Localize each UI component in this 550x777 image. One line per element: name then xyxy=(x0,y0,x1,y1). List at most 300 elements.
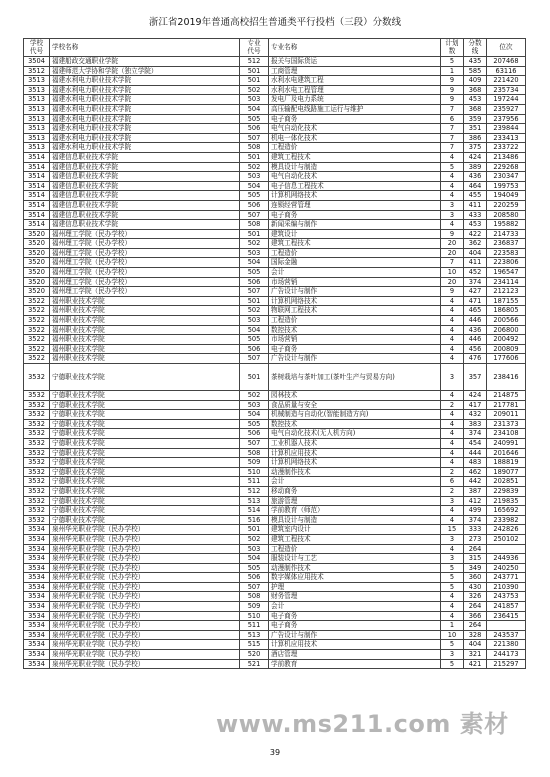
major-code-cell: 502 xyxy=(240,306,269,316)
rank-cell: 208580 xyxy=(487,210,526,220)
score-line-cell: 386 xyxy=(464,133,487,143)
major-code-cell: 501 xyxy=(240,296,269,306)
school-code-cell: 3520 xyxy=(24,258,50,268)
school-code-cell: 3513 xyxy=(24,143,50,153)
plan-count-cell: 4 xyxy=(441,172,464,182)
table-row xyxy=(24,152,526,162)
major-code-cell: 506 xyxy=(240,344,269,354)
major-name-cell: 园林技术 xyxy=(269,391,441,401)
score-line-cell: 411 xyxy=(464,258,487,268)
major-name-cell: 电气自动化技术(无人机方向) xyxy=(269,429,441,439)
school-name-cell: 宁德职业技术学院 xyxy=(50,467,240,477)
school-code-cell: 3514 xyxy=(24,162,50,172)
major-name-cell: 电子商务 xyxy=(269,344,441,354)
watermark: www.ms211.com 素材 xyxy=(216,710,509,738)
rank-cell: 234108 xyxy=(487,429,526,439)
school-name-cell: 福州理工学院（民办学校） xyxy=(50,248,240,258)
score-line-cell: 417 xyxy=(464,400,487,410)
rank-cell xyxy=(487,544,526,554)
plan-count-cell: 4 xyxy=(441,544,464,554)
school-name-cell: 泉州华光职业学院（民办学校） xyxy=(50,650,240,660)
rank-cell: 165692 xyxy=(487,506,526,516)
major-name-cell: 移动商务 xyxy=(269,486,441,496)
rank-cell: 219835 xyxy=(487,496,526,506)
school-code-cell: 3532 xyxy=(24,506,50,516)
rank-cell: 200492 xyxy=(487,335,526,345)
table-row xyxy=(24,57,526,67)
school-name-cell: 福建船政交通职业学院 xyxy=(50,57,240,67)
school-code-cell: 3534 xyxy=(24,554,50,564)
major-name-cell: 计算机网络技术 xyxy=(269,458,441,468)
school-code-cell: 3513 xyxy=(24,124,50,134)
school-name-cell: 宁德职业技术学院 xyxy=(50,506,240,516)
rank-cell: 223583 xyxy=(487,248,526,258)
school-name-cell: 福建信息职业技术学院 xyxy=(50,172,240,182)
school-name-cell: 福州理工学院（民办学校） xyxy=(50,268,240,278)
school-name-cell: 宁德职业技术学院 xyxy=(50,496,240,506)
table-row xyxy=(24,220,526,230)
table-row xyxy=(24,621,526,631)
major-name-cell: 计算机网络技术 xyxy=(269,191,441,201)
score-line-cell: 359 xyxy=(464,114,487,124)
table-row xyxy=(24,258,526,268)
rank-cell: 214733 xyxy=(487,229,526,239)
plan-count-cell: 7 xyxy=(441,258,464,268)
school-code-cell: 3522 xyxy=(24,306,50,316)
school-name-cell: 福建水利电力职业技术学院 xyxy=(50,76,240,86)
score-line-cell: 422 xyxy=(464,229,487,239)
table-row xyxy=(24,114,526,124)
plan-count-cell: 4 xyxy=(441,220,464,230)
school-name-cell: 宁德职业技术学院 xyxy=(50,438,240,448)
score-line-cell: 321 xyxy=(464,650,487,660)
school-code-cell: 3520 xyxy=(24,268,50,278)
plan-count-cell: 4 xyxy=(441,306,464,316)
school-name-cell: 泉州华光职业学院（民办学校） xyxy=(50,554,240,564)
school-name-cell: 福建信息职业技术学院 xyxy=(50,210,240,220)
school-code-cell: 3532 xyxy=(24,391,50,401)
major-code-cell: 508 xyxy=(240,220,269,230)
table-row xyxy=(24,640,526,650)
rank-cell: 243771 xyxy=(487,573,526,583)
plan-count-cell: 4 xyxy=(441,191,464,201)
school-name-cell: 福州理工学院（民办学校） xyxy=(50,277,240,287)
plan-count-cell: 7 xyxy=(441,143,464,153)
major-code-cell: 508 xyxy=(240,592,269,602)
score-line-cell: 421 xyxy=(464,659,487,669)
plan-count-cell: 4 xyxy=(441,181,464,191)
school-name-cell: 泉州华光职业学院（民办学校） xyxy=(50,659,240,669)
school-name-cell: 宁德职业技术学院 xyxy=(50,448,240,458)
score-line-cell: 351 xyxy=(464,124,487,134)
major-code-cell: 501 xyxy=(240,525,269,535)
score-line-cell: 471 xyxy=(464,296,487,306)
score-line-cell: 368 xyxy=(464,104,487,114)
header-major-code: 专业 代号 xyxy=(240,39,269,57)
score-line-cell: 374 xyxy=(464,515,487,525)
major-code-cell: 504 xyxy=(240,554,269,564)
major-code-cell: 502 xyxy=(240,391,269,401)
header-score: 分数 线 xyxy=(464,39,487,57)
plan-count-cell: 4 xyxy=(441,152,464,162)
plan-count-cell: 4 xyxy=(441,325,464,335)
rank-cell: 206800 xyxy=(487,325,526,335)
plan-count-cell: 15 xyxy=(441,525,464,535)
major-code-cell: 520 xyxy=(240,650,269,660)
major-code-cell: 501 xyxy=(240,76,269,86)
table-row xyxy=(24,239,526,249)
school-name-cell: 宁德职业技术学院 xyxy=(50,364,240,391)
table-row xyxy=(24,448,526,458)
school-name-cell: 宁德职业技术学院 xyxy=(50,400,240,410)
table-row xyxy=(24,181,526,191)
school-name-cell: 泉州华光职业学院（民办学校） xyxy=(50,640,240,650)
score-table xyxy=(23,38,526,669)
table-row xyxy=(24,287,526,297)
major-code-cell: 515 xyxy=(240,640,269,650)
plan-count-cell: 1 xyxy=(441,621,464,631)
score-line-cell: 374 xyxy=(464,429,487,439)
score-line-cell: 362 xyxy=(464,239,487,249)
score-line-cell: 360 xyxy=(464,573,487,583)
major-code-cell: 507 xyxy=(240,582,269,592)
major-code-cell: 503 xyxy=(240,248,269,258)
school-name-cell: 宁德职业技术学院 xyxy=(50,477,240,487)
rank-cell: 188819 xyxy=(487,458,526,468)
major-name-cell: 工程造价 xyxy=(269,316,441,326)
plan-count-cell: 4 xyxy=(441,335,464,345)
major-code-cell: 509 xyxy=(240,458,269,468)
plan-count-cell: 4 xyxy=(441,458,464,468)
score-line-cell: 424 xyxy=(464,391,487,401)
school-code-cell: 3532 xyxy=(24,429,50,439)
school-name-cell: 福建信息职业技术学院 xyxy=(50,200,240,210)
score-line-cell: 455 xyxy=(464,191,487,201)
school-name-cell: 福建水利电力职业技术学院 xyxy=(50,85,240,95)
plan-count-cell: 4 xyxy=(441,354,464,364)
school-name-cell: 福建信息职业技术学院 xyxy=(50,162,240,172)
rank-cell: 238416 xyxy=(487,364,526,391)
table-row xyxy=(24,133,526,143)
major-name-cell: 模具设计与制造 xyxy=(269,515,441,525)
major-name-cell: 电子商务 xyxy=(269,621,441,631)
major-code-cell: 507 xyxy=(240,133,269,143)
rank-cell: 241857 xyxy=(487,602,526,612)
school-code-cell: 3514 xyxy=(24,181,50,191)
table-row xyxy=(24,344,526,354)
school-name-cell: 福建水利电力职业技术学院 xyxy=(50,143,240,153)
table-row xyxy=(24,400,526,410)
score-line-cell: 427 xyxy=(464,287,487,297)
table-row xyxy=(24,306,526,316)
rank-cell: 217781 xyxy=(487,400,526,410)
table-row xyxy=(24,296,526,306)
major-name-cell: 报关与国际货运 xyxy=(269,57,441,67)
school-code-cell: 3522 xyxy=(24,316,50,326)
major-code-cell: 510 xyxy=(240,467,269,477)
major-code-cell: 505 xyxy=(240,335,269,345)
major-code-cell: 503 xyxy=(240,95,269,105)
school-name-cell: 泉州华光职业学院（民办学校） xyxy=(50,563,240,573)
major-name-cell: 模具设计与制造 xyxy=(269,162,441,172)
major-code-cell: 504 xyxy=(240,258,269,268)
rank-cell: 214875 xyxy=(487,391,526,401)
table-row xyxy=(24,419,526,429)
major-code-cell: 511 xyxy=(240,477,269,487)
school-code-cell: 3522 xyxy=(24,335,50,345)
major-name-cell: 广告设计与制作 xyxy=(269,287,441,297)
plan-count-cell: 7 xyxy=(441,124,464,134)
score-line-cell: 404 xyxy=(464,248,487,258)
school-code-cell: 3522 xyxy=(24,325,50,335)
major-code-cell: 503 xyxy=(240,400,269,410)
plan-count-cell: 3 xyxy=(441,200,464,210)
school-name-cell: 福州职业技术学院 xyxy=(50,354,240,364)
plan-count-cell: 5 xyxy=(441,57,464,67)
score-line-cell: 452 xyxy=(464,268,487,278)
major-code-cell: 513 xyxy=(240,630,269,640)
rank-cell: 209011 xyxy=(487,410,526,420)
table-row xyxy=(24,410,526,420)
major-name-cell: 市场营销 xyxy=(269,277,441,287)
major-code-cell: 502 xyxy=(240,239,269,249)
table-row xyxy=(24,467,526,477)
major-code-cell: 505 xyxy=(240,268,269,278)
school-code-cell: 3532 xyxy=(24,467,50,477)
school-name-cell: 福建信息职业技术学院 xyxy=(50,191,240,201)
major-code-cell: 510 xyxy=(240,611,269,621)
rank-cell: 223806 xyxy=(487,258,526,268)
score-line-cell: 411 xyxy=(464,200,487,210)
rank-cell: 200566 xyxy=(487,316,526,326)
table-header-row xyxy=(24,39,526,57)
plan-count-cell: 3 xyxy=(441,364,464,391)
major-code-cell: 512 xyxy=(240,486,269,496)
rank-cell: 229268 xyxy=(487,162,526,172)
plan-count-cell: 9 xyxy=(441,85,464,95)
school-name-cell: 福建水利电力职业技术学院 xyxy=(50,114,240,124)
major-name-cell: 建筑工程技术 xyxy=(269,534,441,544)
school-name-cell: 宁德职业技术学院 xyxy=(50,458,240,468)
school-code-cell: 3520 xyxy=(24,248,50,258)
school-name-cell: 泉州华光职业学院（民办学校） xyxy=(50,525,240,535)
table-row xyxy=(24,611,526,621)
rank-cell: 233722 xyxy=(487,143,526,153)
school-name-cell: 宁德职业技术学院 xyxy=(50,486,240,496)
major-name-cell: 动漫制作技术 xyxy=(269,467,441,477)
plan-count-cell: 4 xyxy=(441,429,464,439)
plan-count-cell: 5 xyxy=(441,563,464,573)
table-row xyxy=(24,66,526,76)
header-school-name: 学校名称 xyxy=(50,39,240,57)
table-row xyxy=(24,582,526,592)
major-code-cell: 505 xyxy=(240,563,269,573)
table-row xyxy=(24,191,526,201)
major-name-cell: 水利水电建筑工程 xyxy=(269,76,441,86)
major-name-cell: 连锁经营管理 xyxy=(269,200,441,210)
major-code-cell: 504 xyxy=(240,104,269,114)
major-name-cell: 物联网工程技术 xyxy=(269,306,441,316)
major-code-cell: 509 xyxy=(240,602,269,612)
school-name-cell: 宁德职业技术学院 xyxy=(50,391,240,401)
school-code-cell: 3513 xyxy=(24,95,50,105)
rank-cell: 197244 xyxy=(487,95,526,105)
school-code-cell: 3514 xyxy=(24,220,50,230)
plan-count-cell: 20 xyxy=(441,239,464,249)
table-row xyxy=(24,458,526,468)
rank-cell: 177606 xyxy=(487,354,526,364)
school-name-cell: 宁德职业技术学院 xyxy=(50,410,240,420)
major-code-cell: 502 xyxy=(240,534,269,544)
major-code-cell: 501 xyxy=(240,66,269,76)
school-code-cell: 3520 xyxy=(24,239,50,249)
table-row xyxy=(24,573,526,583)
plan-count-cell: 4 xyxy=(441,515,464,525)
plan-count-cell: 6 xyxy=(441,477,464,487)
major-name-cell: 计算机应用技术 xyxy=(269,448,441,458)
header-major-name: 专业名称 xyxy=(269,39,441,57)
score-line-cell: 404 xyxy=(464,640,487,650)
rank-cell: 189077 xyxy=(487,467,526,477)
score-line-cell: 366 xyxy=(464,611,487,621)
school-code-cell: 3532 xyxy=(24,438,50,448)
rank-cell: 63116 xyxy=(487,66,526,76)
school-name-cell: 福州理工学院（民办学校） xyxy=(50,287,240,297)
school-code-cell: 3522 xyxy=(24,296,50,306)
major-name-cell: 新闻采编与制作 xyxy=(269,220,441,230)
table-row xyxy=(24,364,526,391)
major-name-cell: 发电厂及电力系统 xyxy=(269,95,441,105)
major-code-cell: 508 xyxy=(240,448,269,458)
score-line-cell: 585 xyxy=(464,66,487,76)
major-name-cell: 广告设计与制作 xyxy=(269,354,441,364)
major-code-cell: 501 xyxy=(240,152,269,162)
table-row xyxy=(24,592,526,602)
major-name-cell: 电子商务 xyxy=(269,114,441,124)
score-line-cell: 499 xyxy=(464,506,487,516)
school-name-cell: 泉州华光职业学院（民办学校） xyxy=(50,621,240,631)
score-line-cell: 357 xyxy=(464,364,487,391)
major-name-cell: 电子商务 xyxy=(269,210,441,220)
rank-cell: 207468 xyxy=(487,57,526,67)
major-code-cell: 507 xyxy=(240,438,269,448)
plan-count-cell: 10 xyxy=(441,630,464,640)
rank-cell: 187155 xyxy=(487,296,526,306)
major-name-cell: 工商管理 xyxy=(269,66,441,76)
rank-cell: 210390 xyxy=(487,582,526,592)
plan-count-cell: 10 xyxy=(441,268,464,278)
school-code-cell: 3534 xyxy=(24,621,50,631)
major-code-cell: 507 xyxy=(240,354,269,364)
table-row xyxy=(24,335,526,345)
school-code-cell: 3513 xyxy=(24,104,50,114)
plan-count-cell: 4 xyxy=(441,602,464,612)
school-code-cell: 3520 xyxy=(24,229,50,239)
major-name-cell: 工业机器人技术 xyxy=(269,438,441,448)
plan-count-cell: 2 xyxy=(441,486,464,496)
major-name-cell: 食品质量与安全 xyxy=(269,400,441,410)
plan-count-cell: 1 xyxy=(441,66,464,76)
major-name-cell: 计算机应用技术 xyxy=(269,640,441,650)
plan-count-cell: 4 xyxy=(441,296,464,306)
rank-cell: 200809 xyxy=(487,344,526,354)
table-row xyxy=(24,162,526,172)
school-code-cell: 3514 xyxy=(24,191,50,201)
plan-count-cell: 3 xyxy=(441,496,464,506)
school-code-cell: 3534 xyxy=(24,611,50,621)
score-line-cell: 333 xyxy=(464,525,487,535)
rank-cell: 199753 xyxy=(487,181,526,191)
school-name-cell: 宁德职业技术学院 xyxy=(50,419,240,429)
plan-count-cell: 4 xyxy=(441,391,464,401)
school-code-cell: 3532 xyxy=(24,410,50,420)
rank-cell xyxy=(487,621,526,631)
school-name-cell: 福州职业技术学院 xyxy=(50,325,240,335)
score-line-cell: 436 xyxy=(464,172,487,182)
major-name-cell: 电子信息工程技术 xyxy=(269,181,441,191)
major-name-cell: 建筑设计 xyxy=(269,229,441,239)
table-row xyxy=(24,200,526,210)
score-line-cell: 483 xyxy=(464,458,487,468)
plan-count-cell: 9 xyxy=(441,95,464,105)
school-code-cell: 3532 xyxy=(24,496,50,506)
major-code-cell: 505 xyxy=(240,419,269,429)
major-name-cell: 工程造价 xyxy=(269,248,441,258)
table-row xyxy=(24,659,526,669)
major-code-cell: 514 xyxy=(240,506,269,516)
table-row xyxy=(24,76,526,86)
major-name-cell: 服装设计与工艺 xyxy=(269,554,441,564)
school-name-cell: 福建信息职业技术学院 xyxy=(50,152,240,162)
major-name-cell: 市场营销 xyxy=(269,335,441,345)
table-row xyxy=(24,104,526,114)
score-line-cell: 328 xyxy=(464,630,487,640)
table-row xyxy=(24,602,526,612)
major-name-cell: 电气自动化技术 xyxy=(269,124,441,134)
table-row xyxy=(24,630,526,640)
rank-cell: 236837 xyxy=(487,239,526,249)
score-line-cell: 432 xyxy=(464,410,487,420)
major-name-cell: 工程造价 xyxy=(269,544,441,554)
rank-cell: 202851 xyxy=(487,477,526,487)
school-code-cell: 3534 xyxy=(24,659,50,669)
score-line-cell: 476 xyxy=(464,354,487,364)
school-code-cell: 3532 xyxy=(24,486,50,496)
major-code-cell: 508 xyxy=(240,143,269,153)
school-code-cell: 3532 xyxy=(24,448,50,458)
score-line-cell: 368 xyxy=(464,85,487,95)
plan-count-cell: 5 xyxy=(441,659,464,669)
table-row xyxy=(24,85,526,95)
plan-count-cell: 4 xyxy=(441,410,464,420)
major-name-cell: 电气自动化技术 xyxy=(269,172,441,182)
school-code-cell: 3504 xyxy=(24,57,50,67)
major-name-cell: 电子商务 xyxy=(269,611,441,621)
plan-count-cell: 4 xyxy=(441,448,464,458)
plan-count-cell: 4 xyxy=(441,438,464,448)
plan-count-cell: 3 xyxy=(441,210,464,220)
major-code-cell: 502 xyxy=(240,162,269,172)
school-name-cell: 福州职业技术学院 xyxy=(50,335,240,345)
school-name-cell: 福建师范大学协和学院（独立学院） xyxy=(50,66,240,76)
table-row xyxy=(24,229,526,239)
score-line-cell: 446 xyxy=(464,335,487,345)
school-code-cell: 3532 xyxy=(24,400,50,410)
school-code-cell: 3534 xyxy=(24,534,50,544)
major-name-cell: 工程造价 xyxy=(269,143,441,153)
plan-count-cell: 4 xyxy=(441,592,464,602)
plan-count-cell: 6 xyxy=(441,114,464,124)
